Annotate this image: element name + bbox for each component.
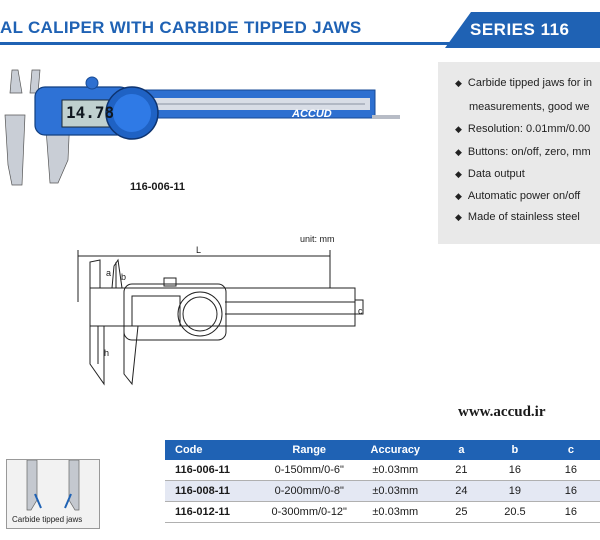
specs-table xyxy=(165,440,600,523)
technical-drawing xyxy=(60,244,380,394)
cell-b: 19 xyxy=(488,481,542,502)
cell-accuracy: ±0.03mm xyxy=(356,481,435,502)
col-code: Code xyxy=(165,440,263,460)
feature-text: Buttons: on/off, zero, mm xyxy=(467,146,591,158)
col-c: c xyxy=(542,440,600,460)
feature-item xyxy=(455,146,600,158)
cell-c: 16 xyxy=(542,460,600,481)
unit-label: unit: mm xyxy=(300,234,335,244)
cell-range: 0-150mm/0-6" xyxy=(263,460,356,481)
cell-c: 16 xyxy=(542,502,600,523)
cell-b: 20.5 xyxy=(488,502,542,523)
feature-item xyxy=(455,190,600,202)
dim-label-b: b xyxy=(121,272,127,282)
cell-code: 116-008-11 xyxy=(165,481,263,502)
cell-code: 116-006-11 xyxy=(165,460,263,481)
feature-item xyxy=(469,101,600,113)
cell-range: 0-300mm/0-12" xyxy=(263,502,356,523)
inset-caption: Carbide tipped jaws xyxy=(12,515,83,524)
table-row xyxy=(165,460,600,481)
table-row xyxy=(165,481,600,502)
cell-accuracy: ±0.03mm xyxy=(356,502,435,523)
bullet-icon: ◆ xyxy=(455,212,462,222)
table-header-row xyxy=(165,440,600,460)
series-label: SERIES 116 xyxy=(470,20,570,39)
table-row xyxy=(165,502,600,523)
feature-item xyxy=(455,77,600,89)
website-text: www.accud.ir xyxy=(458,404,546,420)
feature-text: Automatic power on/off xyxy=(467,190,581,202)
dim-label-c: c xyxy=(358,306,363,316)
dim-label-L: L xyxy=(196,245,202,255)
col-accuracy: Accuracy xyxy=(356,440,435,460)
feature-text: measurements, good we xyxy=(469,101,590,113)
feature-text: Data output xyxy=(467,168,525,180)
cell-accuracy: ±0.03mm xyxy=(356,460,435,481)
cell-b: 16 xyxy=(488,460,542,481)
bullet-icon: ◆ xyxy=(455,191,462,201)
col-range: Range xyxy=(263,440,356,460)
cell-c: 16 xyxy=(542,481,600,502)
dim-label-h: h xyxy=(104,348,110,358)
lcd-reading: 14.78 xyxy=(66,103,115,122)
cell-a: 21 xyxy=(435,460,488,481)
caliper-photo xyxy=(0,65,410,190)
feature-item xyxy=(455,123,600,135)
brand-logo: ACCUD xyxy=(292,108,332,120)
feature-item xyxy=(455,211,600,223)
model-label: 116-006-11 xyxy=(130,181,186,193)
bullet-icon: ◆ xyxy=(455,147,462,157)
cell-range: 0-200mm/0-8" xyxy=(263,481,356,502)
bullet-icon: ◆ xyxy=(455,124,462,134)
dim-label-a: a xyxy=(106,268,112,278)
feature-item xyxy=(455,168,600,180)
bullet-icon: ◆ xyxy=(455,169,462,179)
bullet-icon: ◆ xyxy=(455,78,462,88)
cell-code: 116-012-11 xyxy=(165,502,263,523)
col-a: a xyxy=(435,440,488,460)
feature-text: Resolution: 0.01mm/0.00 xyxy=(467,123,591,135)
feature-text: Carbide tipped jaws for in xyxy=(467,77,593,89)
col-b: b xyxy=(488,440,542,460)
cell-a: 25 xyxy=(435,502,488,523)
page-title: AL CALIPER WITH CARBIDE TIPPED JAWS xyxy=(0,18,362,37)
feature-text: Made of stainless steel xyxy=(467,211,580,223)
cell-a: 24 xyxy=(435,481,488,502)
